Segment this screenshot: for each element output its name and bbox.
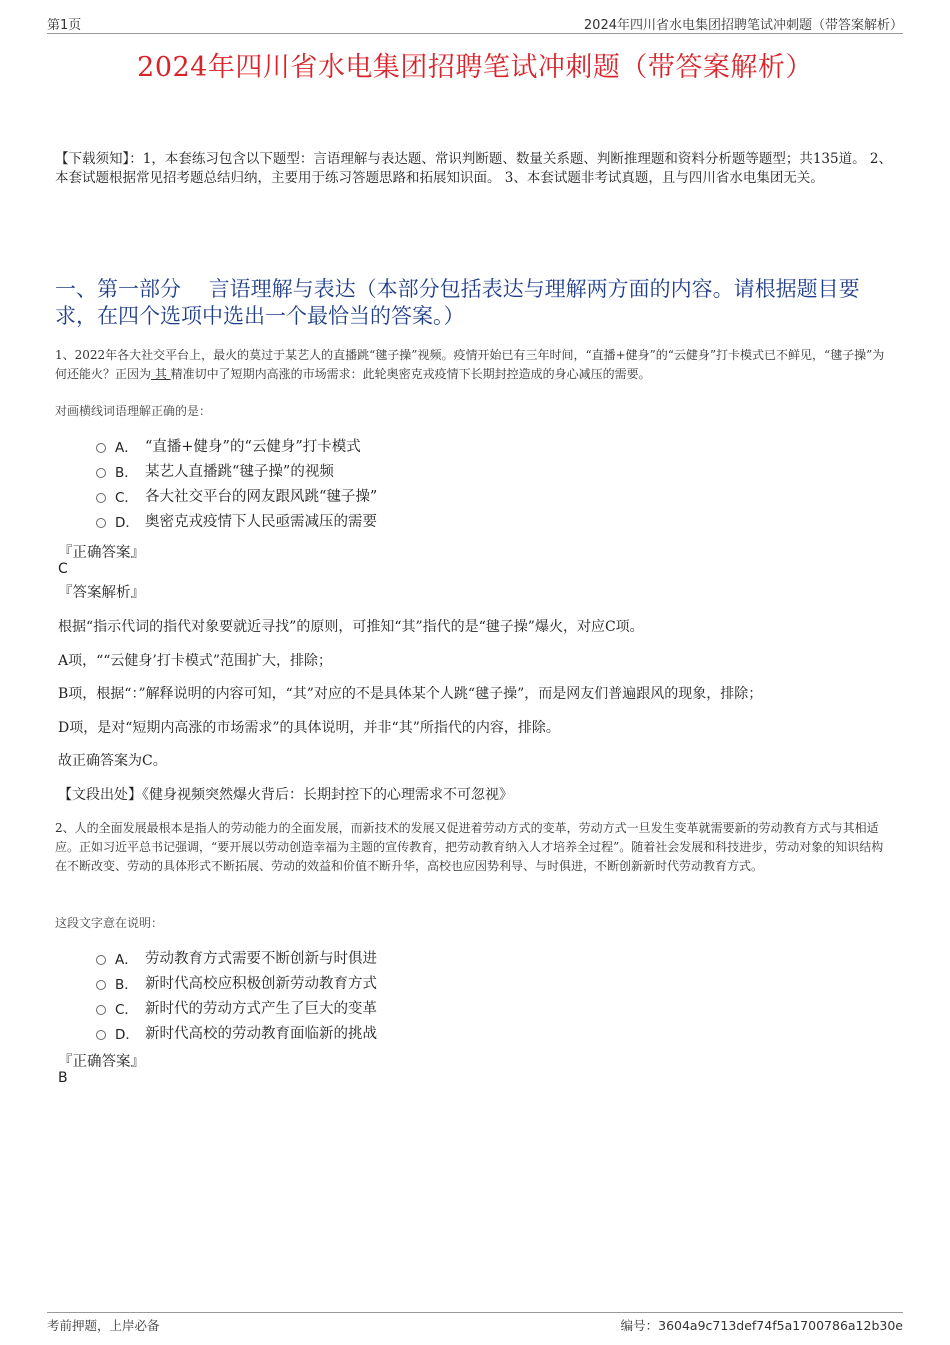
footer-divider bbox=[47, 1312, 903, 1313]
question-1-prompt: 对画横线词语理解正确的是： bbox=[55, 404, 212, 418]
question-2-option-a[interactable] bbox=[96, 945, 696, 970]
radio-icon[interactable] bbox=[96, 955, 106, 965]
question-2-prompt: 这段文字意在说明： bbox=[55, 916, 164, 930]
question-1-option-d[interactable] bbox=[96, 508, 696, 533]
option-letter: B． bbox=[115, 464, 138, 481]
radio-icon[interactable] bbox=[96, 443, 106, 453]
option-text: 劳动教育方式需要不断创新与时俱进 bbox=[145, 951, 377, 967]
radio-icon[interactable] bbox=[96, 1030, 106, 1040]
question-1-underlined-word: 其 bbox=[151, 367, 171, 381]
radio-icon[interactable] bbox=[96, 980, 106, 990]
question-2-answer-label: 『正确答案』 bbox=[58, 1054, 145, 1070]
option-letter: A． bbox=[115, 439, 138, 456]
question-2-option-c[interactable] bbox=[96, 995, 696, 1020]
option-text: 新时代高校应积极创新劳动教育方式 bbox=[145, 976, 377, 992]
question-1-options bbox=[96, 433, 696, 533]
document-title: 2024年四川省水电集团招聘笔试冲刺题（带答案解析） bbox=[137, 52, 813, 83]
radio-icon[interactable] bbox=[96, 518, 106, 528]
download-notice: 【下载须知】：1，本套练习包含以下题型：言语理解与表达题、常识判断题、数量关系题、判断推理题和资料分析题等题型；共135道。 2、本套试题根据常见招考题总结归纳，主要用于练习答题思路和拓展知识面。 3、本套试题非考试真题，且与四川省水电集团无关。 bbox=[55, 151, 892, 186]
question-1-analysis-para: 根据“指示代词的指代对象要就近寻找”的原则，可推知“其”指代的是“毽子操”爆火，对应C项。 bbox=[58, 619, 644, 635]
question-2-answer: B bbox=[58, 1070, 68, 1086]
question-2-option-b[interactable] bbox=[96, 970, 696, 995]
question-1-answer: C bbox=[58, 561, 68, 577]
question-1-option-c[interactable] bbox=[96, 483, 696, 508]
option-letter: C． bbox=[115, 1001, 138, 1018]
question-1-answer-label: 『正确答案』 bbox=[58, 545, 145, 561]
question-1-analysis-para: A项，““云健身’打卡模式”范围扩大，排除； bbox=[58, 653, 333, 669]
question-1-stem-text-rest: 精准切中了短期内高涨的市场需求：此轮奥密克戎疫情下长期封控造成的身心减压的需要。 bbox=[170, 367, 651, 381]
option-letter: D． bbox=[115, 514, 139, 531]
question-1-stem-text: 1、2022年各大社交平台上，最火的莫过于某艺人的直播跳“毽子操”视频。疫情开始已有三年时间，“直播+健身”的“云健身”打卡模式已不鲜见，“毽子操”为何还能火？正因为 bbox=[55, 348, 885, 381]
option-text: 奥密克戎疫情下人民亟需减压的需要 bbox=[145, 514, 377, 530]
question-2-stem: 2、人的全面发展最根本是指人的劳动能力的全面发展，而新技术的发展又促进着劳动方式的变革，劳动方式一旦发生变革就需要新的劳动教育方式与其相适应。正如习近平总书记强调，“要开展以劳动创造幸福为主题的宣传教育，把劳动教育纳入人才培养全过程”。随着社会发展和科技进步，劳动对象的知识结构在不断改变、劳动的具体形式不断拓展、劳动的效益和价值不断升华，高校也应因势利导、与时俱进，不断创新新时代劳动教育方式。 bbox=[55, 821, 884, 873]
option-text: 新时代高校的劳动教育面临新的挑战 bbox=[145, 1026, 377, 1042]
option-letter: A． bbox=[115, 951, 138, 968]
footer-code bbox=[621, 1316, 903, 1334]
question-1-analysis-label: 『答案解析』 bbox=[58, 585, 145, 601]
footer-code-label: 编号： bbox=[620, 1318, 659, 1333]
footer-slogan: 考前押题，上岸必备 bbox=[47, 1318, 160, 1333]
question-1-analysis-para: B项，根据“：”解释说明的内容可知，“其”对应的不是具体某个人跳“毽子操”，而是网友们普遍跟风的现象，排除； bbox=[58, 686, 763, 702]
page-number: 第1页 bbox=[47, 18, 82, 33]
question-2-options bbox=[96, 945, 696, 1045]
question-1-option-a[interactable] bbox=[96, 433, 696, 458]
section-heading: 一、第一部分 言语理解与表达（本部分包括表达与理解两方面的内容。请根据题目要求，在四个选项中选出一个最恰当的答案。） bbox=[55, 277, 860, 328]
question-1-analysis-para: 故正确答案为C。 bbox=[58, 753, 167, 769]
footer-code-value: 3604a9c713def74f5a1700786a12b30e bbox=[658, 1318, 903, 1333]
option-text: “直播+健身”的“云健身”打卡模式 bbox=[145, 439, 361, 455]
option-text: 各大社交平台的网友跟风跳“毽子操” bbox=[145, 489, 378, 505]
question-1-analysis-para: D项，是对“短期内高涨的市场需求”的具体说明，并非“其”所指代的内容，排除。 bbox=[58, 720, 560, 736]
radio-icon[interactable] bbox=[96, 468, 106, 478]
question-1-option-b[interactable] bbox=[96, 458, 696, 483]
option-letter: D． bbox=[115, 1026, 139, 1043]
question-1-source: 【文段出处】《健身视频突然爆火背后：长期封控下的心理需求不可忽视》 bbox=[58, 787, 513, 803]
header-doc-title: 2024年四川省水电集团招聘笔试冲刺题（带答案解析） bbox=[583, 18, 903, 33]
radio-icon[interactable] bbox=[96, 1005, 106, 1015]
option-text: 新时代的劳动方式产生了巨大的变革 bbox=[145, 1001, 377, 1017]
question-2-option-d[interactable] bbox=[96, 1020, 696, 1045]
option-letter: B． bbox=[115, 976, 138, 993]
option-text: 某艺人直播跳“毽子操”的视频 bbox=[145, 464, 334, 480]
header-divider bbox=[47, 33, 903, 34]
option-letter: C． bbox=[115, 489, 138, 506]
radio-icon[interactable] bbox=[96, 493, 106, 503]
question-1-stem bbox=[55, 346, 895, 384]
